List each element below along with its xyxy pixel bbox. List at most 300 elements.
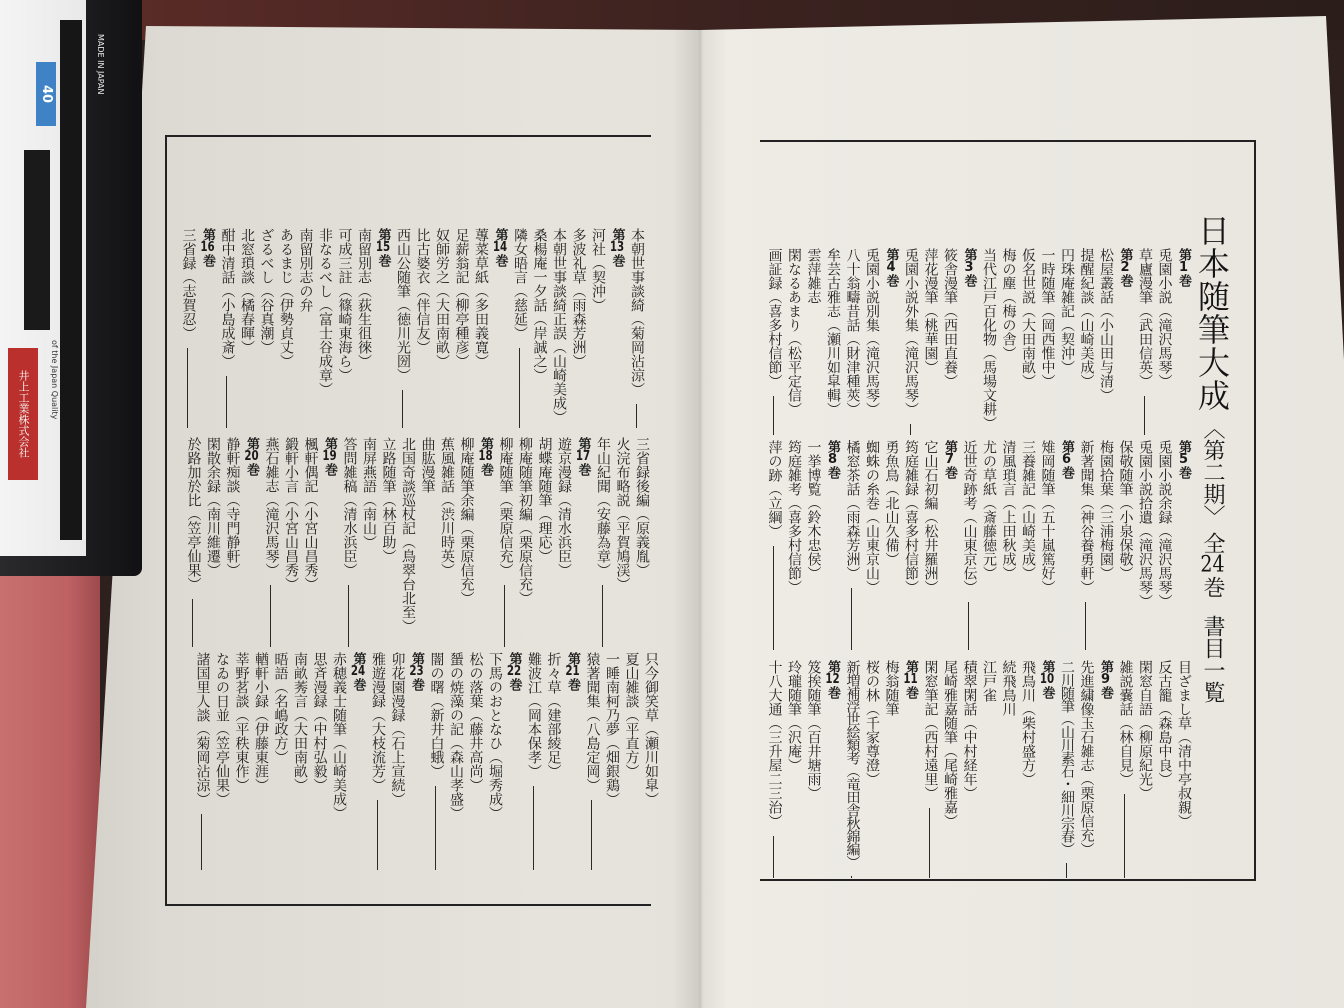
volume-heading — [320, 437, 340, 647]
title-author-text: 円珠庵雑記（契沖） — [1059, 248, 1075, 374]
toc-entry — [920, 440, 940, 650]
toc-entry — [901, 440, 921, 650]
toc-entry — [192, 652, 212, 870]
group-end-rule — [773, 836, 774, 878]
title-author-text: 松の落葉（藤井高尚） — [467, 652, 484, 792]
toc-entry — [979, 660, 999, 878]
title-author-text: 雲萍雑志 — [805, 248, 822, 304]
volume-heading — [242, 437, 262, 647]
toc-entry — [588, 228, 608, 428]
title-author-text: 三省録後編（原義胤） — [634, 437, 650, 577]
toc-entry — [862, 248, 882, 435]
title-author-text: 可成三註（篠崎東海ら） — [336, 228, 353, 382]
title-author-text: 続飛鳥川 — [1000, 660, 1017, 716]
volume-heading-text: 第9巻 — [1098, 660, 1113, 699]
title-author-text: 莘野茗談（平秩東作） — [233, 652, 250, 792]
toc-entry — [784, 440, 804, 650]
toc-entry — [784, 660, 804, 878]
title-author-text: 雉岡随筆（五十嵐篤好） — [1039, 440, 1056, 594]
toc-entry — [568, 228, 588, 428]
title-author-text: あるまじ（伊勢貞丈） — [278, 228, 294, 368]
upright-digits: 14 — [492, 241, 508, 254]
title-author-text: 西山公随筆（徳川光圀） — [395, 228, 411, 382]
title-author-text: 飛鳥川（柴村盛方） — [1020, 660, 1036, 786]
toc-entry — [959, 660, 979, 878]
toc-entry — [339, 437, 359, 647]
upright-digits: 18 — [478, 450, 493, 463]
title-author-text: 二川随筆（山川素石・細川宗春） — [1059, 660, 1075, 855]
title-author-text: 笈挨随筆（百井塘雨） — [805, 660, 822, 800]
title-author-text: 南畝莠言（大田南畝） — [292, 652, 308, 792]
volume-heading — [607, 228, 627, 428]
group-end-rule — [773, 396, 774, 435]
title-author-text: 仮名世説（大田南畝） — [1020, 248, 1036, 388]
title-author-text: 反古籠（森島中良） — [1156, 660, 1173, 786]
toc-entry — [1018, 440, 1038, 650]
toc-entry — [1037, 248, 1057, 435]
volume-heading-text: 第20巻 — [244, 437, 259, 476]
toc-entry — [764, 248, 784, 435]
title-author-text: 柳庵随筆余編（栗原信充） — [458, 437, 475, 605]
toc-entry — [529, 228, 549, 428]
volume-count: 全24巻 — [1200, 532, 1225, 599]
toc-entry — [300, 437, 320, 647]
toc-entry — [1135, 440, 1155, 650]
package-tagline: of the Japan Quality — [50, 340, 59, 420]
title-author-text: 雅遊漫録（大枝流芳） — [370, 652, 386, 792]
toc-entry — [784, 248, 804, 435]
toc-entry — [554, 437, 574, 647]
title-author-text: 楓軒偶記（小宮山昌秀） — [302, 437, 319, 591]
series-title: 日本随筆大成 — [1193, 214, 1231, 412]
toc-entry — [495, 437, 515, 647]
title-author-text: 遊京漫録（清水浜臣） — [556, 437, 572, 577]
upright-digits: 22 — [506, 665, 522, 678]
toc-entry — [803, 248, 823, 435]
upright-digits: 16 — [200, 241, 215, 254]
upright-digits: 19 — [322, 450, 337, 463]
toc-entry — [183, 437, 203, 647]
title-author-text: 夏山雑談（平直方） — [623, 652, 640, 778]
toc-entry — [290, 652, 310, 870]
upright-digits: 5 — [1178, 453, 1189, 466]
group-end-rule — [270, 585, 271, 647]
toc-entry — [998, 248, 1018, 435]
toc-entry — [764, 440, 784, 650]
volume-heading-text: 第23巻 — [409, 652, 424, 691]
volume-heading-text: 第7巻 — [942, 440, 957, 479]
package-number: 40 — [36, 62, 56, 126]
group-end-rule — [968, 602, 969, 650]
title-author-text: 近世奇跡考（山東京伝） — [961, 440, 978, 594]
toc-entry — [862, 660, 882, 878]
volume-heading — [373, 228, 393, 428]
group-end-rule — [910, 424, 911, 435]
toc-entry — [632, 437, 652, 647]
title-author-text: 本朝世事談綺正誤（山崎美成） — [551, 228, 567, 424]
toc-entry — [959, 440, 979, 650]
toc-entry — [823, 248, 843, 435]
title-author-text: 清風瑣言（上田秋成） — [1000, 440, 1017, 580]
volume-heading-text: 第4巻 — [883, 248, 899, 287]
title-author-text: 新著聞集（神谷養勇軒） — [1078, 440, 1095, 594]
volume-heading — [563, 652, 583, 870]
title-author-text: 桜の林（千家尊澄） — [864, 660, 880, 786]
upright-digits: 10 — [1039, 673, 1055, 686]
toc-entry — [641, 652, 661, 870]
title-author-text: 閑窓自語（柳原紀光） — [1137, 660, 1153, 800]
volume-heading-text: 第6巻 — [1059, 440, 1074, 479]
volume-heading — [573, 437, 593, 647]
title-author-text: 雑説嚢話（林自見） — [1117, 660, 1134, 786]
title-author-text: 牟芸古雅志（瀬川如皐輯） — [825, 248, 841, 416]
title-author-text: 河社（契沖） — [590, 228, 606, 312]
toc-entry — [251, 652, 271, 870]
package-origin: MADE IN JAPAN — [96, 34, 105, 95]
group-end-rule — [773, 546, 774, 650]
toc-entry — [222, 437, 242, 647]
title-author-text: 本朝世事談綺（菊岡沾涼） — [629, 228, 645, 396]
title-author-text: 画証録（喜多村信節） — [766, 248, 783, 388]
title-author-text: 北国奇談巡杖記（鳥翠台北至） — [400, 437, 416, 633]
title-author-text: 保敬随筆（小泉保敬） — [1117, 440, 1134, 580]
toc-entry — [582, 652, 602, 870]
title-author-text: 曲肱漫筆 — [419, 437, 436, 493]
toc-entry — [602, 652, 622, 870]
volume-heading-text: 第1巻 — [1176, 248, 1191, 287]
title-author-text: 閑散余録（南川維遷） — [205, 437, 221, 577]
title-author-text: 尾崎雅嘉随筆（尾崎雅嘉） — [942, 660, 958, 828]
toc-entry — [1154, 660, 1174, 878]
book-gutter — [672, 30, 728, 1008]
toc-entry — [803, 660, 823, 878]
volume-heading-text: 第11巻 — [903, 660, 918, 699]
upright-digits: 9 — [1100, 673, 1111, 686]
title-author-text: 北窓瑣談（橘春暉） — [239, 228, 255, 354]
toc-entry — [842, 660, 862, 878]
title-author-text: 尤の草紙（斎藤徳元） — [981, 440, 997, 580]
toc-entry — [842, 248, 862, 435]
group-end-rule — [519, 348, 520, 428]
group-end-rule — [1144, 396, 1145, 435]
upright-digits: 6 — [1061, 453, 1072, 466]
volume-heading — [348, 652, 368, 870]
toc-entry — [261, 437, 281, 647]
title-author-text: 兎園小説外集（滝沢馬琴） — [903, 248, 919, 416]
toc-entry — [998, 440, 1018, 650]
title-author-text: 燕石雑志（滝沢馬琴） — [263, 437, 280, 577]
toc-entry — [1154, 248, 1174, 435]
volume-heading — [1115, 248, 1135, 435]
title-author-text: 先進繍像玉石雑志（栗原信充） — [1078, 660, 1095, 856]
toc-entry — [446, 652, 466, 870]
volume-heading — [1174, 440, 1194, 650]
title-author-text: 南屏燕語（南山） — [361, 437, 377, 549]
toc-tier-left-lower — [192, 652, 660, 870]
title-author-text: 兎園小説拾遺（滝沢馬琴） — [1137, 440, 1153, 608]
volume-heading — [940, 440, 960, 650]
volume-heading — [1096, 660, 1116, 878]
toc-entry — [471, 228, 491, 428]
title-author-text: 諸国里人談（菊岡沾涼） — [194, 652, 211, 806]
toc-entry — [387, 652, 407, 870]
group-end-rule — [851, 588, 852, 650]
toc-entry — [281, 437, 301, 647]
toc-entry — [549, 228, 569, 428]
volume-heading-text: 第24巻 — [350, 652, 366, 691]
title-author-text: 晤語（名嶋政方） — [272, 652, 289, 764]
title-author-text: 柳庵随筆（栗原信充） — [497, 437, 514, 577]
upright-digits: 15 — [375, 241, 391, 254]
volume-heading-text: 第16巻 — [200, 228, 215, 267]
title-author-text: 勇魚鳥（北山久備） — [883, 440, 900, 566]
title-author-text: 提醒紀談（山崎美成） — [1078, 248, 1095, 388]
toc-entry — [412, 228, 432, 428]
title-author-text: 梅園拾葉（三浦梅園） — [1098, 440, 1114, 580]
toc-entry — [621, 652, 641, 870]
group-end-rule — [636, 404, 637, 428]
group-end-rule — [533, 786, 534, 870]
toc-entry — [901, 248, 921, 435]
title-author-text: 蕉風雑話（渋川時英） — [439, 437, 455, 577]
title-author-text: 筱舎漫筆（西田直養） — [942, 248, 958, 388]
toc-entry — [334, 228, 354, 428]
group-end-rule — [504, 585, 505, 647]
toc-tier-right-upper — [764, 248, 1193, 435]
series-period: 〈第二期〉 — [1200, 417, 1225, 528]
toc-entry — [309, 652, 329, 870]
volume-heading — [881, 248, 901, 435]
title-author-text: 玲瓏随筆（沢庵） — [786, 660, 802, 772]
toc-entry — [998, 660, 1018, 878]
toc-tier-right-middle — [764, 440, 1193, 650]
volume-heading — [959, 248, 979, 435]
upright-digits: 1 — [1178, 261, 1189, 274]
title-author-text: 隣女晤言（慈延） — [512, 228, 528, 340]
volume-heading-text: 第13巻 — [609, 228, 625, 267]
group-end-rule — [377, 800, 378, 870]
group-end-rule — [1066, 863, 1067, 878]
title-author-text: 桑楊庵一夕話（岸誠之） — [531, 228, 548, 382]
toc-entry — [1174, 660, 1194, 878]
toc-entry — [842, 440, 862, 650]
title-author-text: 一挙博覧（鈴木忠侯） — [805, 440, 822, 580]
title-author-text: 鍛軒小言（小宮山昌秀） — [283, 437, 299, 591]
toc-tier-left-upper — [178, 228, 646, 428]
title-author-text: 闇の曙（新井白蛾） — [428, 652, 445, 778]
group-end-rule — [402, 390, 403, 428]
upright-digits: 13 — [609, 241, 625, 254]
title-author-text: 兎園小説別集（滝沢馬琴） — [864, 248, 880, 416]
volume-heading — [476, 437, 496, 647]
group-end-rule — [187, 348, 188, 428]
title-author-text: 蓴菜草紙（多田義寛） — [473, 228, 489, 368]
toc-entry — [524, 652, 544, 870]
toc-entry — [1057, 248, 1077, 435]
list-heading: 書目一覧 — [1200, 615, 1225, 704]
upright-digits: 23 — [409, 665, 424, 678]
volume-heading-text: 第19巻 — [322, 437, 337, 476]
toc-entry — [465, 652, 485, 870]
group-end-rule — [201, 814, 202, 870]
page-title — [1195, 214, 1235, 734]
toc-entry — [979, 248, 999, 435]
red-cloth — [0, 560, 100, 1008]
eraser-package — [0, 0, 142, 576]
title-author-text: 南留別志（荻生徂徠） — [356, 228, 372, 368]
volume-heading — [504, 652, 524, 870]
toc-tier-left-middle — [183, 437, 651, 647]
title-author-text: 柳庵随筆初編（栗原信充） — [517, 437, 533, 605]
group-end-rule — [1085, 602, 1086, 650]
title-author-text: 折々草（建部綾足） — [545, 652, 562, 778]
title-author-text: 筠庭雑考（喜多村信節） — [786, 440, 802, 594]
toc-entry — [432, 228, 452, 428]
toc-entry — [1135, 660, 1155, 878]
title-author-text: 於路加於比（笠亭仙果） — [185, 437, 202, 591]
upright-digits: 2 — [1120, 261, 1130, 274]
upright-digits: 24 — [1200, 554, 1225, 577]
group-end-rule — [929, 808, 930, 878]
title-author-text: ざるべし（谷真潮） — [258, 228, 275, 354]
title-author-text: 它山石初編（松井羅洲） — [922, 440, 939, 594]
title-author-text: 十八大通（三升屋二三治） — [766, 660, 783, 828]
title-author-text: 多波礼草（雨森芳洲） — [570, 228, 587, 368]
upright-digits: 20 — [244, 450, 259, 463]
volume-heading-text: 第14巻 — [492, 228, 508, 267]
toc-entry — [456, 437, 476, 647]
title-author-text: 萍花漫筆（桃華園） — [922, 248, 939, 374]
upright-digits: 7 — [944, 453, 955, 466]
title-author-text: 思斉漫録（中村弘毅） — [311, 652, 328, 792]
toc-entry — [256, 228, 276, 428]
package-print-block — [24, 150, 50, 330]
toc-entry — [1076, 440, 1096, 650]
toc-entry — [393, 228, 413, 428]
toc-entry — [437, 437, 457, 647]
volume-heading — [1057, 440, 1077, 650]
toc-entry — [237, 228, 257, 428]
title-author-text: 目ざまし草（清中亭叔親） — [1176, 660, 1192, 828]
volume-heading-text: 第12巻 — [825, 660, 840, 699]
group-end-rule — [348, 585, 349, 647]
toc-entry — [1037, 440, 1057, 650]
title-author-text: 比古婆衣（伴信友） — [414, 228, 431, 354]
toc-entry — [295, 228, 315, 428]
toc-entry — [881, 440, 901, 650]
title-author-text: 橘窓茶話（雨森芳洲） — [844, 440, 861, 580]
upright-digits: 8 — [827, 453, 838, 466]
upright-digits: 24 — [350, 665, 366, 678]
toc-entry — [920, 248, 940, 435]
volume-heading-text: 第17巻 — [575, 437, 591, 476]
title-author-text: 下馬のおとなひ（堀秀成） — [487, 652, 503, 820]
toc-entry — [417, 437, 437, 647]
title-author-text: 酣中清話（小島成斎） — [219, 228, 236, 368]
toc-entry — [803, 440, 823, 650]
volume-heading-text: 第5巻 — [1176, 440, 1191, 479]
volume-heading-text: 第10巻 — [1039, 660, 1055, 699]
toc-entry — [881, 660, 901, 878]
title-author-text: 三省録（志賀忍） — [180, 228, 197, 340]
toc-entry — [359, 437, 379, 647]
title-author-text: 江戸雀 — [981, 660, 997, 702]
title-author-text: 草廬漫筆（武田信英） — [1137, 248, 1153, 388]
title-author-text: 一時随筆（岡西惟中） — [1039, 248, 1056, 388]
toc-entry — [212, 652, 232, 870]
title-author-text: 筠庭雑録（喜多村信節） — [903, 440, 919, 594]
group-end-rule — [192, 599, 193, 647]
title-author-text: 難波江（岡本保孝） — [526, 652, 542, 778]
title-author-text: 閑なるあまり（松平定信） — [786, 248, 802, 416]
title-author-text: 年山紀聞（安藤為章） — [595, 437, 611, 577]
toc-entry — [276, 228, 296, 428]
toc-entry — [920, 660, 940, 878]
package-maker: 井上工業株式会社 — [8, 348, 38, 480]
volume-heading — [490, 228, 510, 428]
toc-entry — [593, 437, 613, 647]
title-author-text: なゐの日並（笠亭仙果） — [214, 652, 230, 806]
volume-heading-text: 第22巻 — [506, 652, 522, 691]
title-author-text: 梅翁随筆 — [883, 660, 900, 716]
toc-entry — [1018, 248, 1038, 435]
group-end-rule — [435, 786, 436, 870]
title-author-text: 閑窓筆記（西村遠里） — [922, 660, 939, 800]
toc-entry — [1076, 248, 1096, 435]
toc-entry — [451, 228, 471, 428]
toc-entry — [315, 228, 335, 428]
toc-entry — [979, 440, 999, 650]
toc-entry — [510, 228, 530, 428]
toc-entry — [940, 248, 960, 435]
toc-entry — [231, 652, 251, 870]
upright-digits: 17 — [575, 450, 591, 463]
title-author-text: 蜑の焼藻の記（森山孝盛） — [448, 652, 464, 820]
package-stripe — [60, 20, 82, 540]
toc-entry — [378, 437, 398, 647]
group-end-rule — [1124, 794, 1125, 878]
volume-heading-text: 第3巻 — [961, 248, 977, 287]
volume-heading — [407, 652, 427, 870]
toc-entry — [1154, 440, 1174, 650]
toc-entry — [1115, 440, 1135, 650]
volume-heading — [1037, 660, 1057, 878]
title-author-text: 立路随筆（林百助） — [380, 437, 397, 563]
volume-heading — [901, 660, 921, 878]
toc-entry — [1057, 660, 1077, 878]
toc-entry — [543, 652, 563, 870]
title-author-text: 兎園小説余録（滝沢馬琴） — [1156, 440, 1173, 608]
title-author-text: 蜘蛛の糸巻（山東京山） — [864, 440, 880, 594]
title-author-text: 火浣布略説（平賀鳩渓） — [614, 437, 631, 591]
toc-entry — [627, 228, 647, 428]
toc-entry — [398, 437, 418, 647]
toc-entry — [354, 228, 374, 428]
volume-heading-text: 第21巻 — [565, 652, 580, 691]
title-author-text: 三養雑記（山崎美成） — [1020, 440, 1036, 580]
title-author-text: 胡蝶庵随筆（理応） — [536, 437, 553, 563]
group-end-rule — [226, 376, 227, 428]
title-author-text: 萍の跡（立綱） — [766, 440, 783, 538]
toc-entry — [1096, 248, 1116, 435]
title-author-text: 只今御笑草（瀬川如皐） — [643, 652, 659, 806]
toc-entry — [764, 660, 784, 878]
toc-entry — [178, 228, 198, 428]
group-end-rule — [602, 585, 603, 647]
upright-digits: 3 — [964, 261, 974, 274]
title-author-text: 梅の塵（梅の舎） — [1000, 248, 1017, 360]
volume-heading — [823, 440, 843, 650]
